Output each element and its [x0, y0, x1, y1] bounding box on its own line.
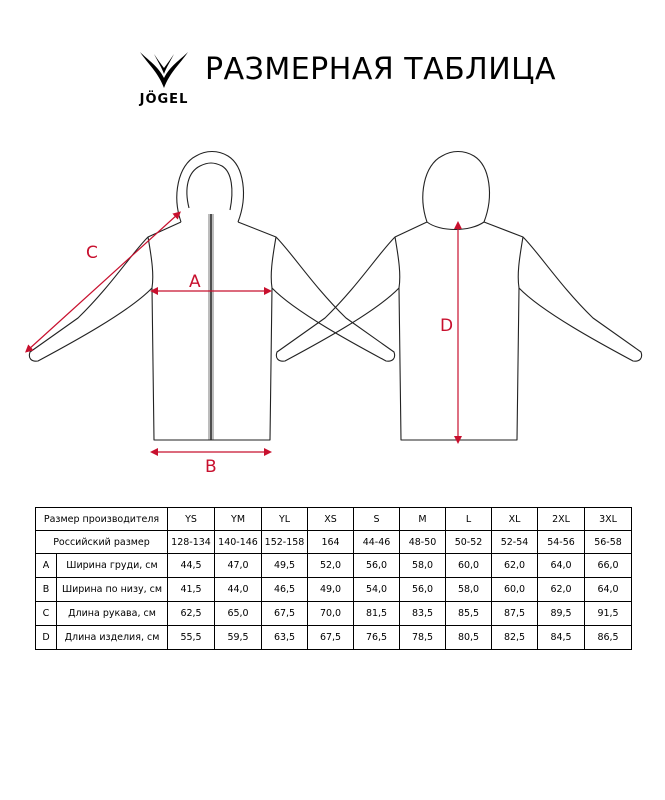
value-cell: 59,5: [215, 626, 262, 650]
value-cell: 64,0: [538, 554, 585, 578]
measure-label-b: B: [205, 457, 217, 477]
russian-size-cell: 152-158: [262, 531, 308, 554]
value-cell: 60,0: [446, 554, 492, 578]
value-cell: 80,5: [446, 626, 492, 650]
value-cell: 49,5: [262, 554, 308, 578]
russian-size-cell: 128-134: [168, 531, 215, 554]
value-cell: 83,5: [400, 602, 446, 626]
front-sleeve-seam-right: [271, 237, 276, 288]
back-sleeve-seam-left: [395, 237, 400, 288]
value-cell: 41,5: [168, 578, 215, 602]
size-cell: XS: [308, 508, 354, 531]
value-cell: 91,5: [585, 602, 632, 626]
measure-line-c: [28, 214, 178, 350]
value-cell: 67,5: [262, 602, 308, 626]
russian-size-cell: 140-146: [215, 531, 262, 554]
row-name: Ширина по низу, см: [57, 578, 168, 602]
russian-size-cell: 44-46: [354, 531, 400, 554]
russian-size-cell: 164: [308, 531, 354, 554]
row-code: C: [36, 602, 57, 626]
table-row-russian: [36, 531, 632, 554]
value-cell: 60,0: [492, 578, 538, 602]
value-cell: 63,5: [262, 626, 308, 650]
measure-label-d: D: [440, 316, 454, 336]
value-cell: 58,0: [446, 578, 492, 602]
value-cell: 58,0: [400, 554, 446, 578]
value-cell: 87,5: [492, 602, 538, 626]
table-header-row: [36, 508, 632, 531]
value-cell: 62,5: [168, 602, 215, 626]
value-cell: 65,0: [215, 602, 262, 626]
back-sleeve-seam-right: [518, 237, 523, 288]
value-cell: 46,5: [262, 578, 308, 602]
table-row-c: [36, 602, 632, 626]
size-cell: 3XL: [585, 508, 632, 531]
value-cell: 82,5: [492, 626, 538, 650]
size-cell: 2XL: [538, 508, 585, 531]
value-cell: 49,0: [308, 578, 354, 602]
value-cell: 66,0: [585, 554, 632, 578]
front-hood-inner: [187, 163, 232, 210]
row-code: D: [36, 626, 57, 650]
value-cell: 64,0: [585, 578, 632, 602]
jacket-drawing: [0, 140, 665, 485]
value-cell: 56,0: [400, 578, 446, 602]
back-body: [276, 222, 641, 440]
value-cell: 44,0: [215, 578, 262, 602]
back-hood: [423, 152, 490, 223]
measure-label-c: C: [86, 243, 98, 263]
value-cell: 89,5: [538, 602, 585, 626]
value-cell: 47,0: [215, 554, 262, 578]
russian-label: Российский размер: [36, 531, 168, 554]
value-cell: 56,0: [354, 554, 400, 578]
value-cell: 55,5: [168, 626, 215, 650]
value-cell: 81,5: [354, 602, 400, 626]
table-row-b: [36, 578, 632, 602]
size-cell: L: [446, 508, 492, 531]
russian-size-cell: 50-52: [446, 531, 492, 554]
front-body: [29, 222, 394, 440]
measure-label-a: A: [189, 272, 201, 292]
value-cell: 62,0: [538, 578, 585, 602]
value-cell: 67,5: [308, 626, 354, 650]
size-cell: M: [400, 508, 446, 531]
row-name: Длина рукава, см: [57, 602, 168, 626]
table-row-d: [36, 626, 632, 650]
header-label: Размер производителя: [36, 508, 168, 531]
size-cell: YM: [215, 508, 262, 531]
value-cell: 70,0: [308, 602, 354, 626]
size-cell: YS: [168, 508, 215, 531]
logo-mark-icon: [136, 50, 192, 90]
size-cell: YL: [262, 508, 308, 531]
russian-size-cell: 54-56: [538, 531, 585, 554]
value-cell: 62,0: [492, 554, 538, 578]
value-cell: 78,5: [400, 626, 446, 650]
row-code: A: [36, 554, 57, 578]
size-cell: XL: [492, 508, 538, 531]
value-cell: 44,5: [168, 554, 215, 578]
value-cell: 52,0: [308, 554, 354, 578]
russian-size-cell: 56-58: [585, 531, 632, 554]
page-title: РАЗМЕРНАЯ ТАБЛИЦА: [205, 52, 556, 87]
size-cell: S: [354, 508, 400, 531]
jacket-illustration: [0, 140, 665, 485]
row-name: Длина изделия, см: [57, 626, 168, 650]
russian-size-cell: 48-50: [400, 531, 446, 554]
value-cell: 84,5: [538, 626, 585, 650]
row-code: B: [36, 578, 57, 602]
value-cell: 86,5: [585, 626, 632, 650]
logo-text: JÖGEL: [139, 92, 189, 107]
table-row-a: [36, 554, 632, 578]
value-cell: 76,5: [354, 626, 400, 650]
row-name: Ширина груди, см: [57, 554, 168, 578]
size-table: [35, 507, 632, 650]
value-cell: 54,0: [354, 578, 400, 602]
brand-logo: [128, 50, 200, 110]
russian-size-cell: 52-54: [492, 531, 538, 554]
value-cell: 85,5: [446, 602, 492, 626]
front-sleeve-seam-left: [148, 237, 153, 288]
